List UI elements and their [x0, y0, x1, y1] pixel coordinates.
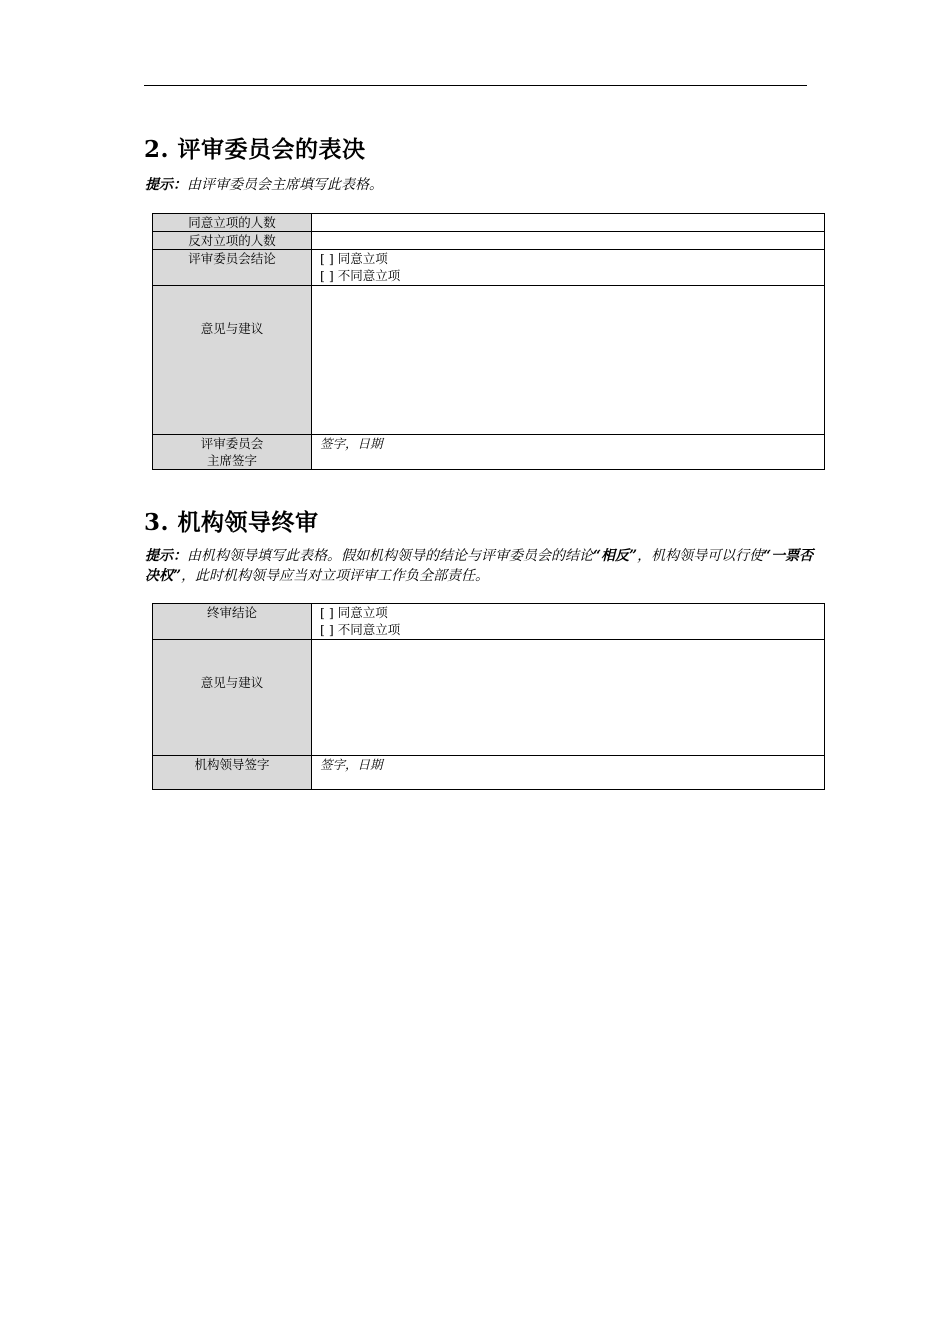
committee-opinion-field[interactable] [312, 286, 825, 435]
hint-text-part1: 由机构领导填写此表格。假如机构领导的结论与评审委员会的结论 [187, 548, 593, 564]
hint-text: 由评审委员会主席填写此表格。 [187, 177, 383, 193]
committee-conclusion-field [312, 250, 825, 286]
final-conclusion-label: 终审结论 [153, 604, 312, 640]
option-agree-checkbox[interactable]: [ ] 同意立项 [320, 605, 388, 620]
table-row [153, 214, 825, 232]
leader-signature-label: 机构领导签字 [153, 756, 312, 790]
final-review-table [152, 603, 825, 790]
agree-count-field[interactable] [312, 214, 825, 232]
hint-emphasis-veto: “一票否决权” [145, 548, 814, 584]
leader-opinion-label: 意见与建议 [153, 640, 312, 756]
leader-opinion-field[interactable] [312, 640, 825, 756]
chair-signature-label-line2: 主席签字 [206, 453, 257, 468]
section-2-title: 2. 评审委员会的表决 [144, 136, 366, 163]
hint-text-part2: ，机构领导可以行使 [637, 548, 764, 564]
oppose-count-label: 反对立项的人数 [153, 232, 312, 250]
chair-signature-label-line1: 评审委员会 [200, 436, 264, 451]
table-row [153, 250, 825, 286]
table-row [153, 232, 825, 250]
leader-signature-field[interactable]: 签字，日期 [312, 756, 825, 790]
final-conclusion-field [312, 604, 825, 640]
oppose-count-field[interactable] [312, 232, 825, 250]
hint-label: 提示： [145, 177, 187, 193]
committee-vote-table [152, 213, 825, 470]
chair-signature-field[interactable]: 签字，日期 [312, 435, 825, 470]
hint-label: 提示： [145, 548, 187, 564]
header-rule [144, 85, 807, 86]
section-2-hint [145, 175, 815, 195]
committee-opinion-label: 意见与建议 [153, 286, 312, 435]
table-row [153, 756, 825, 790]
table-row [153, 435, 825, 470]
agree-count-label: 同意立项的人数 [153, 214, 312, 232]
section-3-title: 3. 机构领导终审 [144, 509, 319, 536]
option-disagree-checkbox[interactable]: [ ] 不同意立项 [320, 268, 401, 283]
table-row [153, 604, 825, 640]
table-row [153, 640, 825, 756]
option-agree-checkbox[interactable]: [ ] 同意立项 [320, 251, 388, 266]
chair-signature-label [153, 435, 312, 470]
committee-conclusion-label: 评审委员会结论 [153, 250, 312, 286]
section-3-hint [145, 546, 815, 586]
table-row [153, 286, 825, 435]
option-disagree-checkbox[interactable]: [ ] 不同意立项 [320, 622, 401, 637]
hint-text-part3: ，此时机构领导应当对立项评审工作负全部责任。 [181, 568, 490, 584]
hint-emphasis-opposite: “相反” [593, 548, 638, 564]
